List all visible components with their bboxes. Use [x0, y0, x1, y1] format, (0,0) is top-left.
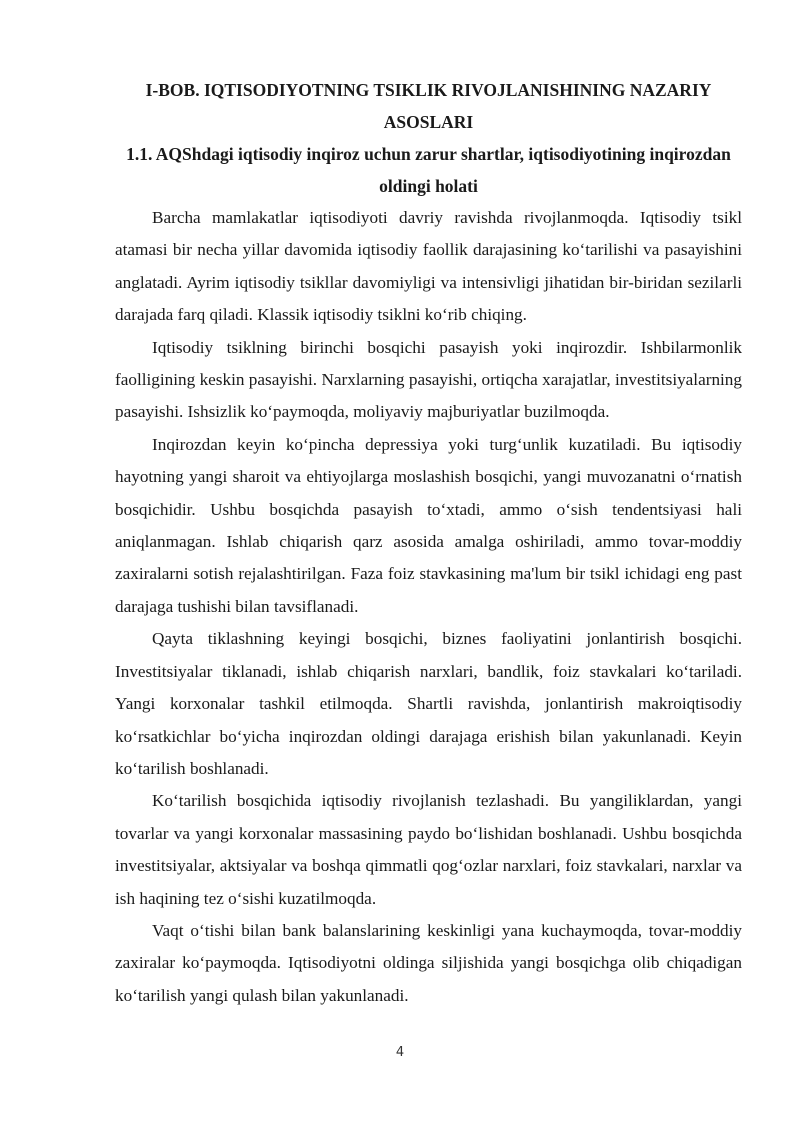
paragraph: Ko‘tarilish bosqichida iqtisodiy rivojlanish tezlashadi. Bu yangiliklardan, yangi tovarlar va yangi korxonalar massasining paydo bo‘lishidan boshlanadi. Ushbu bosqichda investitsiyalar, aktsiyalar va boshqa qimmatli qog‘ozlar narxlari, foiz stavkalari, narxlar va ish haqining tez o‘sishi kuzatilmoqda. [115, 791, 742, 908]
paragraph: Vaqt o‘tishi bilan bank balanslarining keskinligi yana kuchaymoqda, tovar-moddiy zaxiralar ko‘paymoqda. Iqtisodiyotni oldinga siljishida yangi bosqichga olib chiqadigan ko‘tarilish yangi qulash bilan yakunlanadi. [115, 920, 742, 1005]
section-title: 1.1. AQShdagi iqtisodiy inqiroz uchun zarur shartlar, iqtisodiyotining inqirozdan oldingi holati [126, 144, 731, 196]
page-content [115, 74, 742, 1012]
chapter-title: I-BOB. IQTISODIYOTNING TSIKLIK RIVOJLANISHINING NAZARIY ASOSLARI [145, 80, 712, 132]
paragraph: Qayta tiklashning keyingi bosqichi, biznes faoliyatini jonlantirish bosqichi. Investitsiyalar tiklanadi, ishlab chiqarish narxlari, bandlik, foiz stavkalari ko‘tariladi. Yangi korxonalar tashkil etilmoqda. Shartli ravishda, jonlantirish makroiqtisodiy ko‘rsatkichlar bo‘yicha inqirozdan oldingi darajaga erishish bilan yakunlanadi. Keyin ko‘tarilish boshlanadi. [115, 629, 742, 778]
paragraph: Barcha mamlakatlar iqtisodiyoti davriy ravishda rivojlanmoqda. Iqtisodiy tsikl atamasi bir necha yillar davomida iqtisodiy faollik darajasining ko‘tarilishi va pasayishini anglatadi. Ayrim iqtisodiy tsikllar davomiyligi va intensivligi jihatidan bir-biridan sezilarli darajada farq qiladi. Klassik iqtisodiy tsiklni ko‘rib chiqing. [115, 208, 742, 325]
paragraph: Inqirozdan keyin ko‘pincha depressiya yoki turg‘unlik kuzatiladi. Bu iqtisodiy hayotning yangi sharoit va ehtiyojlarga moslashish bosqichi, yangi muvozanatni o‘rnatish bosqichidir. Ushbu bosqichda pasayish to‘xtadi, ammo o‘sish tendentsiyasi hali aniqlanmagan. Ishlab chiqarish qarz asosida amalga oshiriladi, ammo tovar-moddiy zaxiralarni sotish rejalashtirilgan. Faza foiz stavkasining ma'lum bir tsikl ichidagi eng past darajaga tushishi bilan tavsiflanadi. [115, 434, 742, 616]
paragraph: Iqtisodiy tsiklning birinchi bosqichi pasayish yoki inqirozdir. Ishbilarmonlik faolligining keskin pasayishi. Narxlarning pasayishi, ortiqcha xarajatlar, investitsiyalarning pasayishi. Ishsizlik ko‘paymoqda, moliyaviy majburiyatlar buzilmoqda. [115, 337, 742, 422]
page-number: 4 [395, 1045, 405, 1060]
